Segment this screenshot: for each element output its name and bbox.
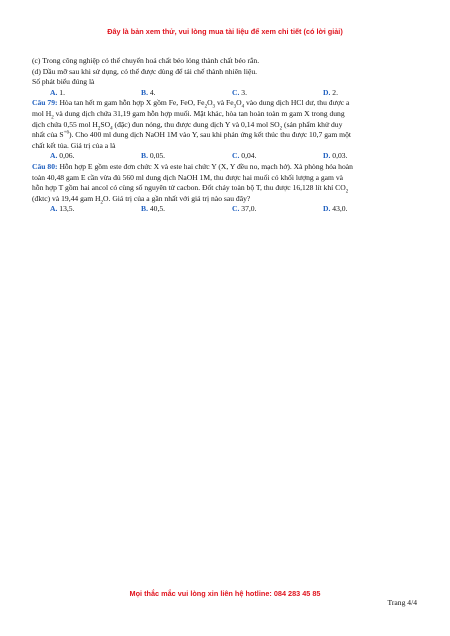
document-body [32, 56, 420, 215]
q80-options [32, 204, 420, 215]
question-number: Câu 80: [32, 161, 58, 171]
option-d: D. 2. [323, 87, 338, 97]
question-80: Câu 80: Hỗn hợp E gồm este đơn chức X và este hai chức Y (X, Y đều no, mạch hở). Xà phòng hóa hoàn toàn 40,48 gam E cần vừa đủ 560 ml dung dịch NaOH 1M, thu được hai muối có khối lượng a gam và hỗn hợp T gồm hai ancol có cùng số nguyên tử cacbon. Đốt cháy toàn bộ T, thu được 16,128 lít khí $CO_2$ (đktc) và 19,44 gam $H_2O$. Giá trị của a gần nhất với giá trị nào sau đây? [32, 161, 353, 206]
question-prompt: Số phát biểu đúng là [32, 77, 95, 87]
option-a: A. 0,06. [50, 151, 75, 161]
question-79: Câu 79: Hòa tan hết m gam hỗn hợp X gồm Fe, FeO, $Fe_2O_3$ và $Fe_3O_4$ vào dung dịch HCl dư, thu được a mol $H_2$ và dung dịch chứa 31,19 gam hỗn hợp muối. Mặt khác, hòa tan hoàn toàn m gam X trong dung dịch chứa 0,55 mol $H_2SO_4$ (đặc) đun nóng, thu được dung dịch Y và 0,14 mol $SO_2$ (sản phẩm khử duy nhất của $S^{+6}$). Cho 400 ml dung dịch NaOH 1M vào Y, sau khi phản ứng kết thúc thu được 10,7 gam một chất kết tủa. Giá trị của a là [32, 98, 351, 150]
option-c: C. 37,0. [232, 204, 257, 214]
q78-options [32, 88, 420, 99]
option-d: D. 0,03. [323, 151, 348, 161]
option-c: C. 3. [232, 87, 247, 97]
option-a: A. 1. [50, 87, 65, 97]
option-d: D. 43,0. [323, 204, 348, 214]
option-c: C. 0,04. [232, 151, 257, 161]
option-b: B. 40,5. [141, 204, 166, 214]
option-b: B. 0,05. [141, 151, 166, 161]
option-b: B. 4. [141, 87, 156, 97]
statement-d: (d) Dầu mỡ sau khi sử dụng, có thể được dùng để tái chế thành nhiên liệu. [32, 66, 258, 76]
question-number: Câu 79: [32, 98, 58, 108]
q79-options [32, 151, 420, 162]
preview-banner: Đây là bản xem thử, vui lòng mua tài liệu để xem chi tiết (có lời giải) [107, 27, 343, 36]
page-number: Trang 4/4 [387, 598, 417, 607]
statement-c: (c) Trong công nghiệp có thể chuyển hoá chất béo lỏng thành chất béo rắn. [32, 56, 260, 65]
option-a: A. 13,5. [50, 204, 75, 214]
hotline-footer: Mọi thắc mắc vui lòng xin liên hệ hotline: 084 283 45 85 [129, 589, 321, 598]
